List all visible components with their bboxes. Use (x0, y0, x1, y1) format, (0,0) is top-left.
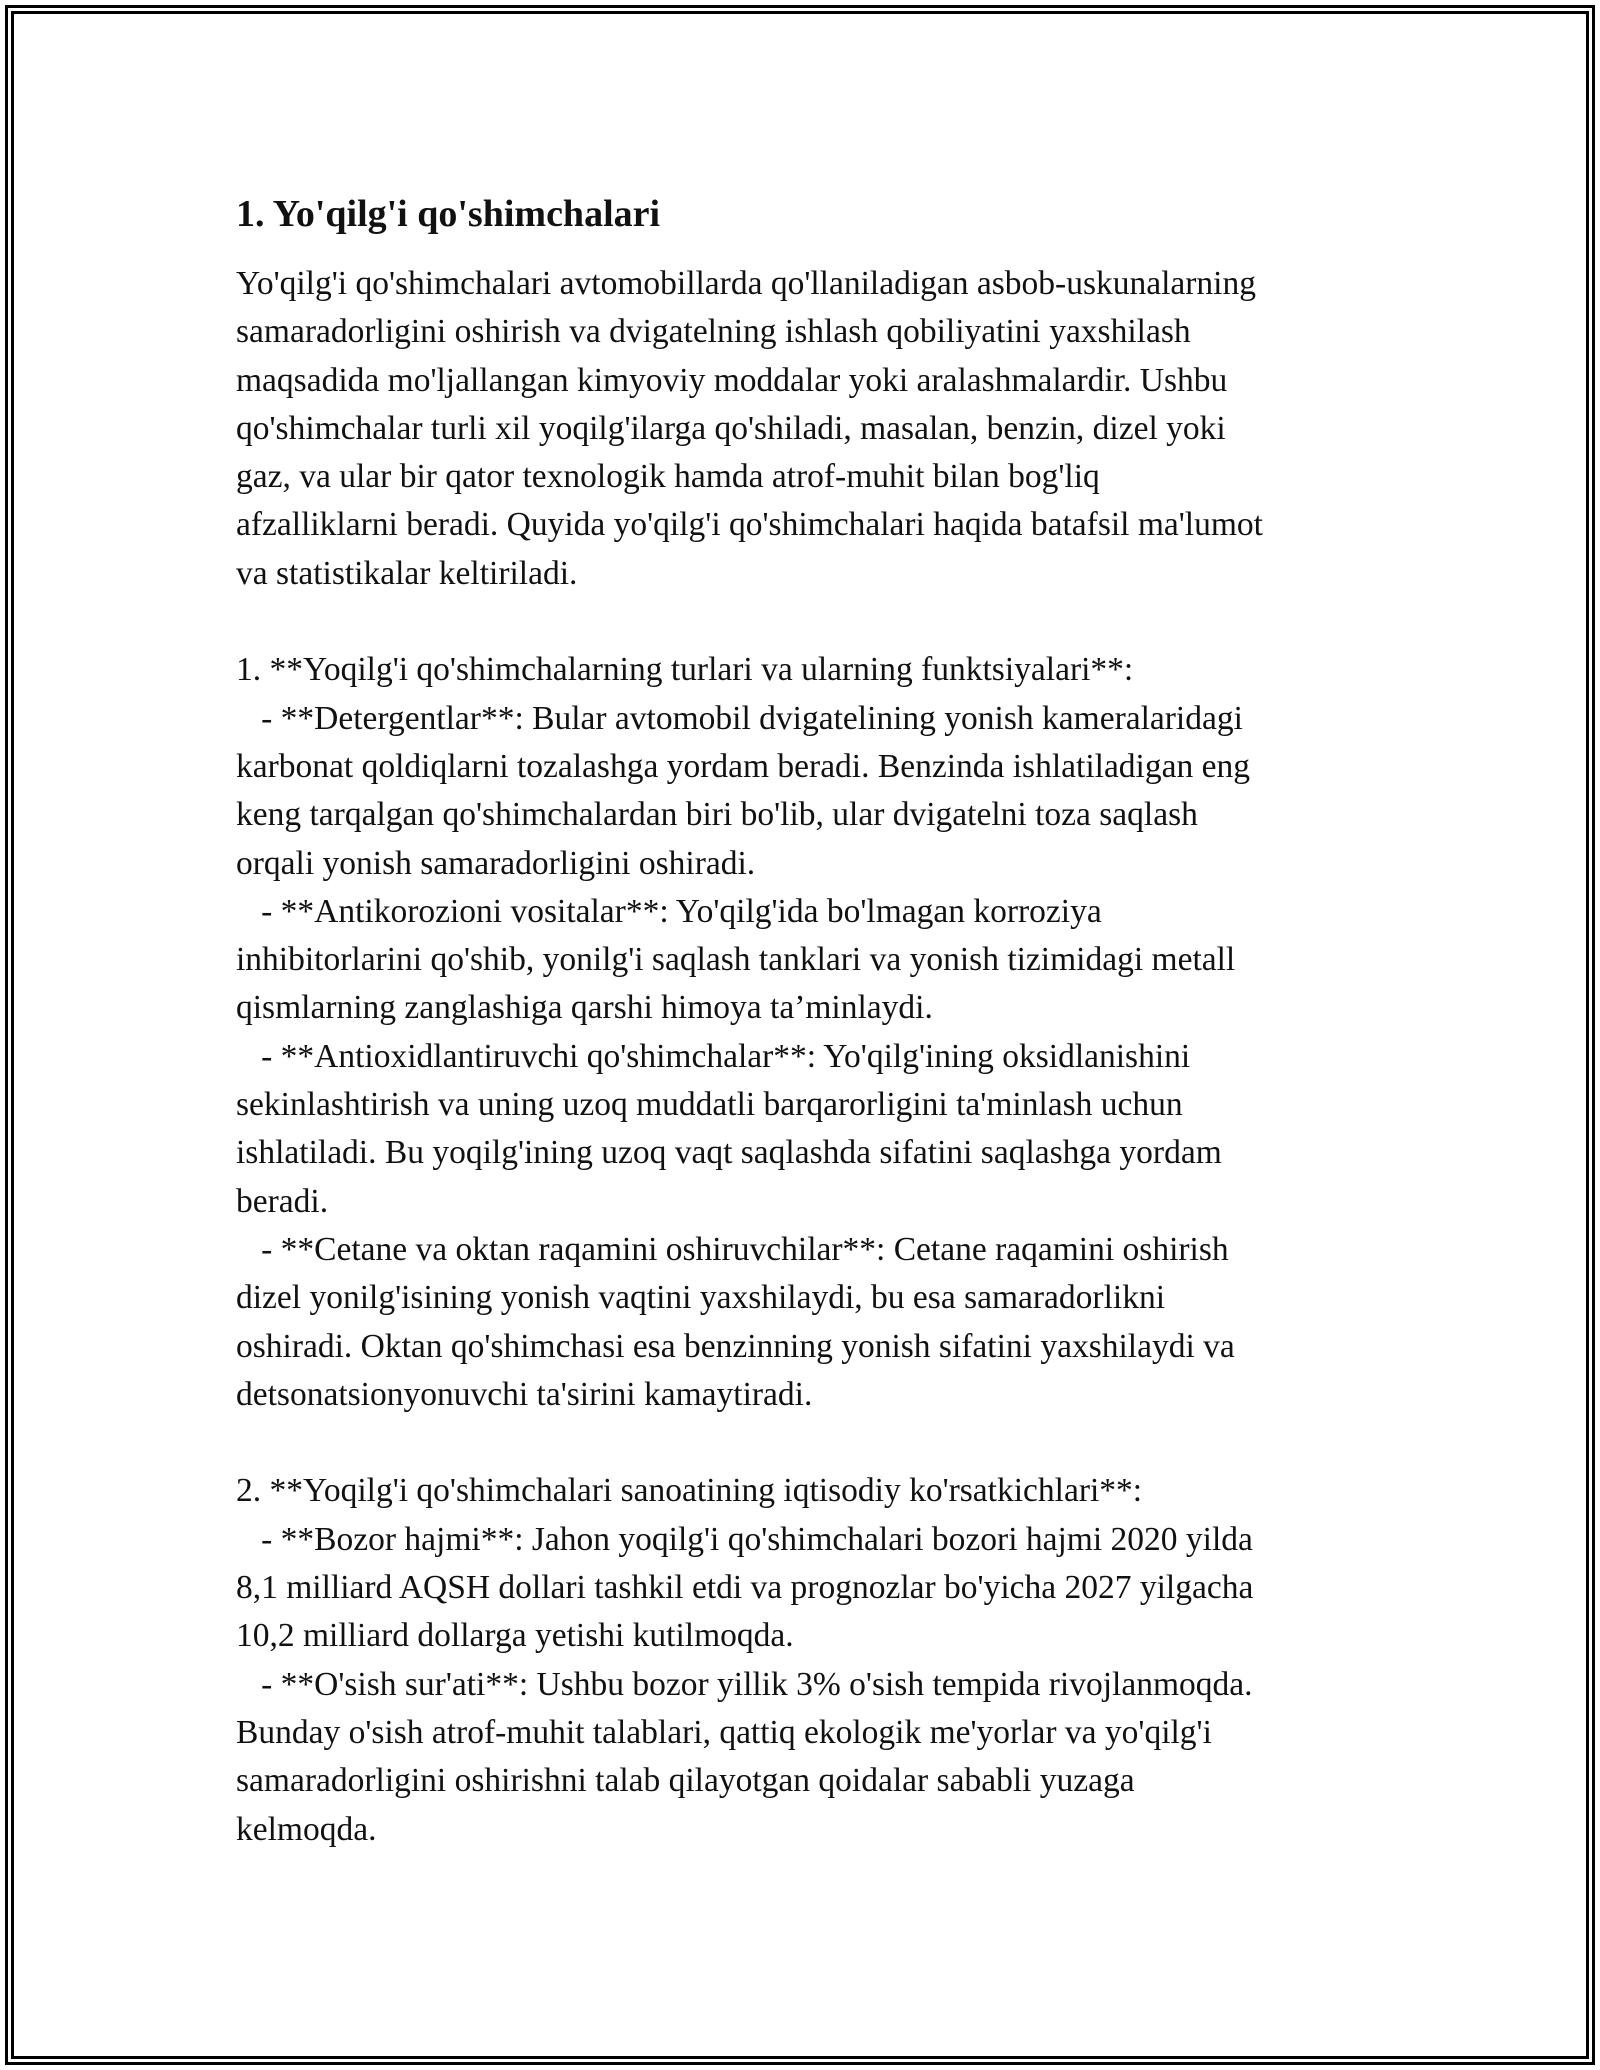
intro-line: maqsadida mo'ljallangan kimyoviy moddalar yoki aralashmalardir. Ushbu (236, 361, 1228, 399)
intro-paragraph (236, 260, 1386, 646)
section-2-line: kelmoqda. (236, 1810, 377, 1848)
section-1-line: 1. **Yoqilg'i qo'shimchalarning turlari va ularning funktsiyalari**: (236, 651, 1134, 689)
intro-line: afzalliklarni beradi. Quyida yo'qilg'i qo'shimchalari haqida batafsil ma'lumot (236, 506, 1263, 544)
paragraph-spacer (236, 598, 1386, 646)
section-1-line: - **Antikorozioni vositalar**: Yo'qilg'ida bo'lmagan korroziya (236, 892, 1102, 930)
section-2-line: 10,2 milliard dollarga yetishi kutilmoqda. (236, 1617, 794, 1655)
section-1-line: sekinlashtirish va uning uzoq muddatli barqarorligini ta'minlash uchun (236, 1086, 1183, 1124)
section-2-line: 8,1 milliard AQSH dollari tashkil etdi va prognozlar bo'yicha 2027 yilgacha (236, 1569, 1254, 1607)
section-1-line: ishlatiladi. Bu yoqilg'ining uzoq vaqt saqlashda sifatini saqlashga yordam (236, 1134, 1222, 1172)
section-2-line: - **O'sish sur'ati**: Ushbu bozor yillik 3% o'sish tempida rivojlanmoqda. (236, 1665, 1253, 1703)
section-2-economic-indicators (236, 1467, 1386, 1853)
section-1-line: keng tarqalgan qo'shimchalardan biri bo'lib, ular dvigatelni toza saqlash (236, 796, 1198, 834)
document-title: 1. Yo'qilg'i qo'shimchalari (236, 193, 661, 235)
intro-line: samaradorligini oshirish va dvigatelning ishlash qobiliyatini yaxshilash (236, 313, 1191, 351)
intro-line: Yo'qilg'i qo'shimchalari avtomobillarda qo'llaniladigan asbob-uskunalarning (236, 265, 1256, 302)
section-1-line: orqali yonish samaradorligini oshiradi. (236, 844, 756, 882)
section-1-line: beradi. (236, 1182, 329, 1220)
intro-line: va statistikalar keltiriladi. (236, 554, 578, 592)
document-body (236, 190, 1386, 1854)
section-1-line: inhibitorlarini qo'shib, yonilg'i saqlash tanklari va yonish tizimidagi metall (236, 941, 1236, 979)
section-2-line: Bunday o'sish atrof-muhit talablari, qattiq ekologik me'yorlar va yo'qilg'i (236, 1713, 1212, 1751)
section-1-line: qismlarning zanglashiga qarshi himoya ta’minlaydi. (236, 989, 933, 1027)
section-2-line: - **Bozor hajmi**: Jahon yoqilg'i qo'shimchalari bozori hajmi 2020 yilda (236, 1520, 1253, 1558)
intro-line: qo'shimchalar turli xil yoqilg'ilarga qo'shiladi, masalan, benzin, dizel yoki (236, 409, 1226, 447)
section-2-line: 2. **Yoqilg'i qo'shimchalari sanoatining iqtisodiy ko'rsatkichlari**: (236, 1472, 1143, 1510)
section-1-line: oshiradi. Oktan qo'shimchasi esa benzinning yonish sifatini yaxshilaydi va (236, 1327, 1235, 1365)
section-1-line: - **Antioxidlantiruvchi qo'shimchalar**: Yo'qilg'ining oksidlanishini (236, 1037, 1191, 1075)
section-1-fuel-additive-types (236, 646, 1386, 1467)
section-1-line: - **Detergentlar**: Bular avtomobil dvigatelining yonish kameralaridagi (236, 699, 1243, 737)
paragraph-spacer (236, 1419, 1386, 1467)
section-2-line: samaradorligini oshirishni talab qilayotgan qoidalar sababli yuzaga (236, 1762, 1135, 1800)
section-1-line: karbonat qoldiqlarni tozalashga yordam beradi. Benzinda ishlatiladigan eng (236, 747, 1250, 785)
section-1-line: detsonatsionyonuvchi ta'sirini kamaytiradi. (236, 1375, 813, 1413)
section-1-line: dizel yonilg'isining yonish vaqtini yaxshilaydi, bu esa samaradorlikni (236, 1279, 1166, 1317)
section-1-line: - **Cetane va oktan raqamini oshiruvchilar**: Cetane raqamini oshirish (236, 1230, 1229, 1268)
intro-line: gaz, va ular bir qator texnologik hamda atrof-muhit bilan bog'liq (236, 458, 1100, 496)
